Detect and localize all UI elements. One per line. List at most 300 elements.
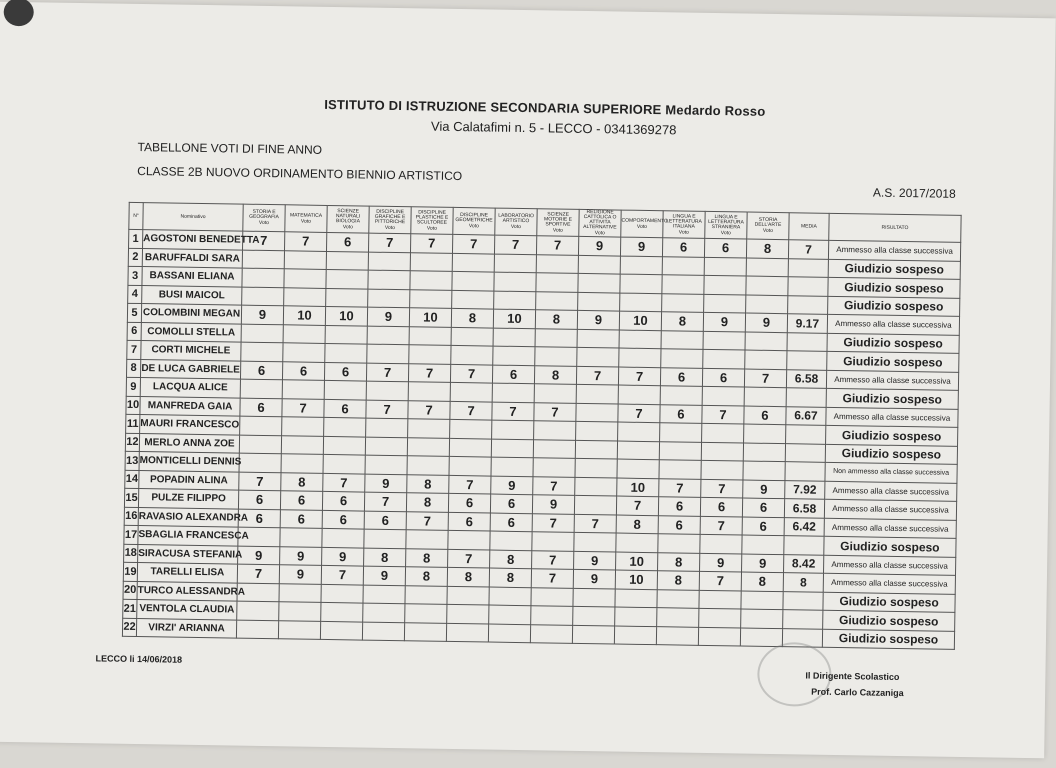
grade-cell bbox=[363, 585, 405, 604]
result-cell: Giudizio sospeso bbox=[826, 425, 958, 446]
student-name: BASSANI ELIANA bbox=[142, 267, 242, 287]
average-cell: 7.92 bbox=[785, 480, 825, 499]
grade-cell bbox=[239, 453, 281, 472]
grade-cell: 6 bbox=[660, 404, 702, 423]
grade-cell: 7 bbox=[492, 402, 534, 421]
grade-cell: 6 bbox=[662, 238, 704, 257]
vote-label: Voto bbox=[720, 229, 731, 236]
student-name: VIRZI' ARIANNA bbox=[136, 618, 236, 638]
grade-cell bbox=[367, 344, 409, 363]
grade-cell bbox=[408, 382, 450, 401]
grade-cell bbox=[407, 456, 449, 475]
grade-cell bbox=[702, 423, 744, 442]
subject-name: LABORATORIO ARTISTICO bbox=[498, 212, 534, 225]
student-name: MONTICELLI DENNIS bbox=[139, 452, 239, 472]
row-number: 10 bbox=[126, 396, 140, 415]
document-sheet bbox=[0, 2, 1056, 759]
subject-name: RELIGIONE CATTOLICA O ATTIVITA ALTERNATIVE bbox=[583, 209, 617, 231]
grade-cell bbox=[279, 602, 321, 621]
grade-cell bbox=[536, 291, 578, 310]
grade-cell bbox=[576, 384, 618, 403]
grade-cell: 7 bbox=[700, 516, 742, 535]
grade-cell bbox=[241, 324, 283, 343]
document-date: LECCO li 14/06/2018 bbox=[95, 653, 183, 665]
average-cell bbox=[788, 295, 828, 314]
grade-cell bbox=[321, 584, 363, 603]
grade-cell bbox=[619, 330, 661, 349]
grade-cell: 7 bbox=[410, 234, 452, 253]
grade-cell bbox=[368, 289, 410, 308]
subject-name: SCIENZE MOTORIE E SPORTIVE bbox=[544, 210, 573, 228]
grade-cell: 8 bbox=[535, 310, 577, 329]
grade-cell bbox=[284, 269, 326, 288]
grade-cell: 6 bbox=[238, 509, 280, 528]
grade-cell bbox=[656, 626, 698, 645]
subject-name: LINGUA E LETTERATURA STRANIERA bbox=[708, 213, 744, 230]
grade-cell bbox=[326, 288, 368, 307]
student-name: TARELLI ELISA bbox=[137, 563, 237, 583]
subject-header bbox=[663, 211, 705, 239]
grade-cell: 6 bbox=[327, 232, 369, 251]
grade-cell bbox=[657, 589, 699, 608]
grade-cell: 6 bbox=[322, 491, 364, 510]
grade-cell: 10 bbox=[409, 308, 451, 327]
student-name: COLOMBINI MEGAN bbox=[141, 304, 241, 324]
grade-cell bbox=[576, 403, 618, 422]
grade-cell bbox=[740, 627, 782, 646]
grade-cell bbox=[620, 256, 662, 275]
grade-cell: 6 bbox=[702, 368, 744, 387]
grade-cell bbox=[365, 437, 407, 456]
subject-header bbox=[579, 209, 621, 237]
grade-cell: 10 bbox=[325, 306, 367, 325]
grade-cell bbox=[279, 583, 321, 602]
subject-name: STORIA DELL'ARTE bbox=[754, 216, 782, 229]
average-cell bbox=[783, 610, 823, 629]
grade-cell bbox=[741, 591, 783, 610]
result-cell: Non ammesso alla classe successiva bbox=[825, 462, 957, 483]
grade-cell bbox=[237, 601, 279, 620]
grade-cell bbox=[574, 532, 616, 551]
grade-cell bbox=[409, 326, 451, 345]
grade-cell bbox=[703, 349, 745, 368]
col-number-header: N° bbox=[129, 202, 143, 229]
grade-cell bbox=[615, 607, 657, 626]
grade-cell bbox=[366, 418, 408, 437]
grade-cell bbox=[704, 275, 746, 294]
grade-cell: 7 bbox=[408, 400, 450, 419]
result-cell: Ammesso alla classe successiva bbox=[825, 481, 957, 502]
school-name: ISTITUTO DI ISTRUZIONE SECONDARIA SUPERIORE Medardo Rosso bbox=[324, 96, 766, 119]
grade-cell: 10 bbox=[493, 309, 535, 328]
grade-cell bbox=[282, 380, 324, 399]
grade-cell bbox=[492, 383, 534, 402]
grade-cell: 8 bbox=[406, 548, 448, 567]
vote-label: Voto bbox=[678, 228, 689, 236]
grade-cell bbox=[704, 294, 746, 313]
result-cell: Giudizio sospeso bbox=[826, 388, 958, 409]
grade-cell bbox=[657, 608, 699, 627]
grade-cell bbox=[240, 416, 282, 435]
grade-cell bbox=[449, 438, 491, 457]
grades-table bbox=[122, 202, 962, 650]
row-number: 19 bbox=[123, 562, 137, 581]
grade-cell: 7 bbox=[574, 514, 616, 533]
row-number: 4 bbox=[128, 285, 142, 304]
grade-cell bbox=[489, 605, 531, 624]
vote-label: Voto bbox=[636, 223, 647, 230]
grade-cell: 9 bbox=[365, 474, 407, 493]
grade-cell bbox=[614, 626, 656, 645]
grade-cell bbox=[282, 417, 324, 436]
grade-cell: 7 bbox=[408, 363, 450, 382]
average-cell bbox=[785, 462, 825, 481]
grade-cell: 7 bbox=[744, 369, 786, 388]
grade-cell bbox=[242, 250, 284, 269]
average-cell: 6.42 bbox=[784, 517, 824, 536]
grade-cell bbox=[577, 329, 619, 348]
average-cell: 8 bbox=[783, 573, 823, 592]
grade-cell bbox=[241, 342, 283, 361]
student-name: BUSI MAICOL bbox=[142, 285, 242, 305]
row-number: 20 bbox=[123, 581, 137, 600]
row-number: 12 bbox=[125, 433, 139, 452]
grade-cell bbox=[280, 528, 322, 547]
grade-cell bbox=[533, 458, 575, 477]
grade-cell bbox=[494, 272, 536, 291]
grade-cell: 7 bbox=[702, 405, 744, 424]
grade-cell: 7 bbox=[450, 401, 492, 420]
grade-cell: 10 bbox=[619, 311, 661, 330]
grade-cell bbox=[493, 328, 535, 347]
grade-cell: 10 bbox=[616, 552, 658, 571]
grade-cell: 8 bbox=[364, 548, 406, 567]
grade-cell bbox=[660, 423, 702, 442]
vote-label: Voto bbox=[468, 223, 479, 230]
grade-cell: 7 bbox=[618, 367, 660, 386]
average-cell bbox=[786, 388, 826, 407]
average-cell bbox=[787, 351, 827, 370]
signer-title: Il Dirigente Scolastico bbox=[805, 670, 900, 682]
grade-cell bbox=[615, 589, 657, 608]
col-media-header: MEDIA bbox=[789, 213, 829, 241]
grade-cell: 7 bbox=[532, 513, 574, 532]
grade-cell: 9 bbox=[743, 480, 785, 499]
grade-cell bbox=[490, 531, 532, 550]
grade-cell bbox=[409, 345, 451, 364]
subject-header bbox=[327, 205, 369, 233]
col-name-header: Nominativo bbox=[143, 203, 243, 232]
row-number: 11 bbox=[126, 414, 140, 433]
grade-cell bbox=[746, 276, 788, 295]
grade-cell bbox=[745, 332, 787, 351]
grade-cell: 8 bbox=[741, 572, 783, 591]
vote-label: Voto bbox=[426, 225, 437, 232]
grade-cell bbox=[661, 349, 703, 368]
result-cell: Giudizio sospeso bbox=[823, 610, 955, 631]
grade-cell: 6 bbox=[364, 511, 406, 530]
vote-label: Voto bbox=[300, 218, 312, 225]
result-cell: Giudizio sospeso bbox=[825, 444, 957, 465]
subject-header bbox=[537, 209, 579, 237]
grade-cell: 9 bbox=[577, 310, 619, 329]
row-number: 2 bbox=[128, 248, 142, 267]
grade-cell: 7 bbox=[237, 564, 279, 583]
grade-cell bbox=[620, 274, 662, 293]
result-cell: Ammesso alla classe successiva bbox=[828, 240, 960, 261]
grade-cell bbox=[662, 275, 704, 294]
grade-cell bbox=[493, 346, 535, 365]
grade-cell: 7 bbox=[532, 550, 574, 569]
student-name: MERLO ANNA ZOE bbox=[139, 433, 239, 453]
row-number: 13 bbox=[125, 451, 139, 470]
student-name: POPADIN ALINA bbox=[139, 470, 239, 490]
grade-cell bbox=[658, 534, 700, 553]
student-name: PULZE FILIPPO bbox=[138, 489, 238, 509]
grade-cell: 7 bbox=[406, 511, 448, 530]
vote-label: Voto bbox=[510, 223, 521, 230]
result-cell: Giudizio sospeso bbox=[827, 333, 959, 354]
grade-cell bbox=[494, 291, 536, 310]
grade-cell bbox=[404, 622, 446, 641]
grade-cell: 6 bbox=[658, 497, 700, 516]
average-cell: 8.42 bbox=[784, 554, 824, 573]
average-cell bbox=[788, 258, 828, 277]
grade-cell: 9 bbox=[367, 307, 409, 326]
grade-cell bbox=[532, 532, 574, 551]
student-name: MAURI FRANCESCO bbox=[140, 415, 240, 435]
grade-cell bbox=[659, 460, 701, 479]
subject-name: DISCIPLINE PLASTICHE E SCULTOREE bbox=[415, 208, 449, 226]
grade-cell: 7 bbox=[321, 565, 363, 584]
subject-name: STORIA E GEOGRAFIA bbox=[249, 208, 279, 221]
grade-cell: 8 bbox=[746, 239, 788, 258]
grade-cell: 7 bbox=[366, 363, 408, 382]
grade-cell: 8 bbox=[407, 474, 449, 493]
grade-cell bbox=[368, 270, 410, 289]
grade-cell bbox=[620, 293, 662, 312]
grade-cell: 8 bbox=[281, 472, 323, 491]
grade-cell: 6 bbox=[324, 362, 366, 381]
grade-cell bbox=[320, 621, 362, 640]
result-cell: Ammesso alla classe successiva bbox=[827, 314, 959, 335]
grade-cell: 7 bbox=[366, 400, 408, 419]
grade-cell: 9 bbox=[700, 553, 742, 572]
grade-cell: 9 bbox=[491, 476, 533, 495]
result-cell: Giudizio sospeso bbox=[828, 296, 960, 317]
grade-cell bbox=[450, 419, 492, 438]
grade-cell: 6 bbox=[240, 361, 282, 380]
grade-cell bbox=[405, 585, 447, 604]
grade-cell bbox=[745, 350, 787, 369]
grade-cell bbox=[492, 420, 534, 439]
average-cell bbox=[785, 443, 825, 462]
grade-cell bbox=[572, 625, 614, 644]
grade-cell bbox=[239, 435, 281, 454]
subject-name: DISCIPLINE GEOMETRICHE bbox=[455, 212, 493, 224]
row-number: 1 bbox=[129, 229, 143, 248]
average-cell: 6.67 bbox=[786, 406, 826, 425]
grade-cell bbox=[741, 609, 783, 628]
row-number: 18 bbox=[124, 544, 138, 563]
average-cell bbox=[788, 277, 828, 296]
subject-name: COMPORTAMENTO bbox=[621, 217, 668, 224]
grade-cell bbox=[536, 273, 578, 292]
subject-header bbox=[495, 208, 537, 236]
grade-cell bbox=[489, 587, 531, 606]
average-cell: 6.58 bbox=[786, 369, 826, 388]
student-name: SBAGLIA FRANCESCA bbox=[138, 526, 238, 546]
grade-cell bbox=[364, 529, 406, 548]
grade-cell: 9 bbox=[322, 547, 364, 566]
grade-cell bbox=[704, 257, 746, 276]
result-cell: Giudizio sospeso bbox=[828, 277, 960, 298]
grade-cell bbox=[618, 385, 660, 404]
grade-cell bbox=[578, 292, 620, 311]
grade-cell bbox=[618, 422, 660, 441]
grade-cell bbox=[617, 459, 659, 478]
grade-cell: 6 bbox=[280, 491, 322, 510]
grade-cell: 7 bbox=[452, 234, 494, 253]
grade-cell: 8 bbox=[616, 515, 658, 534]
grade-cell: 7 bbox=[239, 472, 281, 491]
grade-cell bbox=[535, 328, 577, 347]
grade-cell bbox=[323, 436, 365, 455]
row-number: 8 bbox=[126, 359, 140, 378]
grade-cell bbox=[491, 457, 533, 476]
grade-cell: 7 bbox=[616, 496, 658, 515]
grade-cell bbox=[531, 587, 573, 606]
student-name: COMOLLI STELLA bbox=[141, 322, 241, 342]
subject-name: SCIENZE NATURALI BIOLOGIA bbox=[335, 207, 361, 224]
grade-cell bbox=[699, 608, 741, 627]
grade-cell: 7 bbox=[699, 571, 741, 590]
subject-header bbox=[369, 206, 411, 234]
grade-cell: 9 bbox=[745, 313, 787, 332]
grade-cell bbox=[448, 530, 490, 549]
subject-header bbox=[411, 207, 453, 235]
grade-cell bbox=[746, 295, 788, 314]
result-cell: Giudizio sospeso bbox=[824, 536, 956, 557]
grade-cell bbox=[573, 588, 615, 607]
grade-cell bbox=[281, 454, 323, 473]
class-name: CLASSE 2B NUOVO ORDINAMENTO BIENNIO ARTISTICO bbox=[137, 163, 463, 184]
result-cell: Giudizio sospeso bbox=[828, 259, 960, 280]
grade-cell bbox=[323, 454, 365, 473]
grade-cell bbox=[578, 273, 620, 292]
grade-cell: 7 bbox=[285, 232, 327, 251]
grade-cell bbox=[326, 269, 368, 288]
grade-cell bbox=[365, 455, 407, 474]
grade-cell: 9 bbox=[363, 566, 405, 585]
grade-cell bbox=[278, 620, 320, 639]
average-cell: 9.17 bbox=[787, 314, 827, 333]
grade-cell: 8 bbox=[406, 493, 448, 512]
row-number: 9 bbox=[126, 377, 140, 396]
grade-cell bbox=[363, 603, 405, 622]
grade-cell bbox=[325, 343, 367, 362]
grade-cell bbox=[536, 254, 578, 273]
grade-cell: 6 bbox=[240, 398, 282, 417]
grade-cell: 8 bbox=[661, 312, 703, 331]
grade-cell bbox=[447, 586, 489, 605]
vote-label: Voto bbox=[762, 227, 773, 234]
grade-cell bbox=[662, 293, 704, 312]
grade-cell bbox=[284, 250, 326, 269]
grade-cell: 9 bbox=[578, 236, 620, 255]
grade-cell: 10 bbox=[283, 306, 325, 325]
grade-cell: 9 bbox=[280, 546, 322, 565]
grade-cell: 8 bbox=[447, 567, 489, 586]
grade-cell bbox=[488, 624, 530, 643]
grade-cell: 6 bbox=[322, 510, 364, 529]
grade-cell bbox=[446, 623, 488, 642]
grade-cell: 6 bbox=[238, 490, 280, 509]
row-number: 5 bbox=[127, 303, 141, 322]
result-cell: Ammesso alla classe successiva bbox=[824, 499, 956, 520]
grade-cell bbox=[410, 271, 452, 290]
grade-cell: 6 bbox=[282, 361, 324, 380]
grade-cell: 9 bbox=[703, 312, 745, 331]
grade-cell: 9 bbox=[241, 305, 283, 324]
average-cell bbox=[786, 425, 826, 444]
grade-cell bbox=[366, 381, 408, 400]
grade-cell bbox=[575, 477, 617, 496]
student-name: SIRACUSA STEFANIA bbox=[138, 544, 238, 564]
result-cell: Ammesso alla classe successiva bbox=[824, 555, 956, 576]
grade-cell: 6 bbox=[742, 517, 784, 536]
grade-cell bbox=[410, 252, 452, 271]
subject-name: MATEMATICA bbox=[289, 211, 323, 219]
grade-cell bbox=[242, 287, 284, 306]
grade-cell bbox=[535, 347, 577, 366]
row-number: 3 bbox=[128, 266, 142, 285]
grade-cell bbox=[362, 622, 404, 641]
grade-cell bbox=[450, 382, 492, 401]
grade-cell bbox=[743, 461, 785, 480]
grade-cell bbox=[701, 460, 743, 479]
grade-cell bbox=[700, 534, 742, 553]
grade-cell: 7 bbox=[531, 569, 573, 588]
grade-cell: 7 bbox=[659, 478, 701, 497]
row-number: 7 bbox=[127, 340, 141, 359]
grade-cell: 6 bbox=[490, 494, 532, 513]
grade-cell: 7 bbox=[701, 479, 743, 498]
grade-cell bbox=[322, 528, 364, 547]
grade-cell: 6 bbox=[742, 498, 784, 517]
grade-cell bbox=[577, 347, 619, 366]
grade-cell: 9 bbox=[532, 495, 574, 514]
grade-cell: 7 bbox=[323, 473, 365, 492]
grade-cell bbox=[574, 495, 616, 514]
grade-cell bbox=[701, 442, 743, 461]
grade-cell bbox=[746, 258, 788, 277]
grade-cell bbox=[530, 624, 572, 643]
grade-cell: 9 bbox=[574, 551, 616, 570]
grade-cell bbox=[531, 606, 573, 625]
grade-cell bbox=[576, 421, 618, 440]
grade-cell bbox=[283, 343, 325, 362]
grade-cell bbox=[616, 533, 658, 552]
grade-cell: 8 bbox=[489, 568, 531, 587]
grade-cell: 7 bbox=[576, 366, 618, 385]
student-name: VENTOLA CLAUDIA bbox=[137, 600, 237, 620]
grade-cell: 6 bbox=[660, 367, 702, 386]
grade-cell: 8 bbox=[534, 365, 576, 384]
grade-cell bbox=[407, 437, 449, 456]
result-cell: Ammesso alla classe successiva bbox=[824, 518, 956, 539]
grade-cell bbox=[619, 348, 661, 367]
